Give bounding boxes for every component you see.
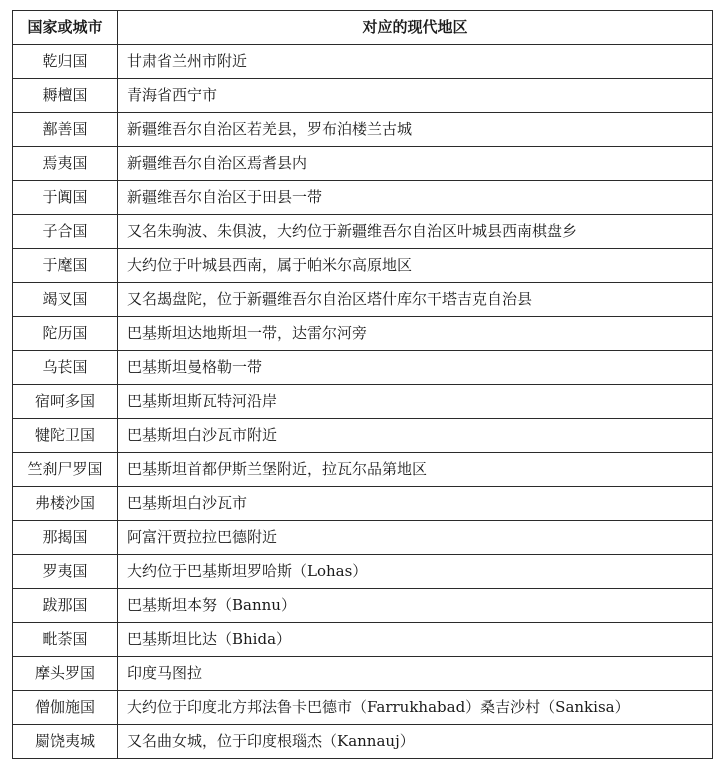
modern-region-cell: 甘肃省兰州市附近 [118,45,713,79]
table-row [13,79,713,113]
table-header [13,11,713,45]
header-row [13,11,713,45]
country-name-cell: 焉夷国 [13,147,118,181]
table-body [13,45,713,759]
country-name-cell: 宿呵多国 [13,385,118,419]
modern-region-cell: 又名朅盘陀，位于新疆维吾尔自治区塔什库尔干塔吉克自治县 [118,283,713,317]
country-name-cell: 陀历国 [13,317,118,351]
table-row [13,589,713,623]
modern-region-cell: 阿富汗贾拉拉巴德附近 [118,521,713,555]
country-name-cell: 犍陀卫国 [13,419,118,453]
table-row [13,249,713,283]
modern-region-cell: 大约位于巴基斯坦罗哈斯（Lohas） [118,555,713,589]
country-name-cell: 子合国 [13,215,118,249]
table-row [13,725,713,759]
modern-region-cell: 又名朱驹波、朱俱波，大约位于新疆维吾尔自治区叶城县西南棋盘乡 [118,215,713,249]
country-name-cell: 乾归国 [13,45,118,79]
country-name-cell: 竭叉国 [13,283,118,317]
modern-region-cell: 又名曲女城，位于印度根瑙杰（Kannauj） [118,725,713,759]
modern-region-cell: 大约位于印度北方邦法鲁卡巴德市（Farrukhabad）桑吉沙村（Sankisa） [118,691,713,725]
modern-region-cell: 巴基斯坦白沙瓦市附近 [118,419,713,453]
country-name-cell: 弗楼沙国 [13,487,118,521]
table-row [13,487,713,521]
modern-region-cell: 巴基斯坦曼格勒一带 [118,351,713,385]
modern-region-cell: 巴基斯坦达地斯坦一带，达雷尔河旁 [118,317,713,351]
country-name-cell: 耨檀国 [13,79,118,113]
table-row [13,147,713,181]
country-name-cell: 于阗国 [13,181,118,215]
country-name-cell: 那揭国 [13,521,118,555]
country-name-cell: 罽饶夷城 [13,725,118,759]
modern-region-cell: 大约位于叶城县西南，属于帕米尔高原地区 [118,249,713,283]
country-name-cell: 于麾国 [13,249,118,283]
modern-region-cell: 巴基斯坦首都伊斯兰堡附近，拉瓦尔品第地区 [118,453,713,487]
modern-region-cell: 青海省西宁市 [118,79,713,113]
country-name-cell: 罗夷国 [13,555,118,589]
country-name-cell: 毗荼国 [13,623,118,657]
country-name-cell: 跋那国 [13,589,118,623]
table-row [13,419,713,453]
modern-region-cell: 巴基斯坦白沙瓦市 [118,487,713,521]
country-name-cell: 鄯善国 [13,113,118,147]
regions-table [12,10,713,759]
table-row [13,351,713,385]
table-row [13,691,713,725]
table-row [13,113,713,147]
modern-region-cell: 新疆维吾尔自治区于田县一带 [118,181,713,215]
table-row [13,215,713,249]
country-name-cell: 竺刹尸罗国 [13,453,118,487]
table-row [13,623,713,657]
table-row [13,181,713,215]
modern-region-cell: 新疆维吾尔自治区若羌县，罗布泊楼兰古城 [118,113,713,147]
modern-region-cell: 巴基斯坦本努（Bannu） [118,589,713,623]
modern-region-cell: 新疆维吾尔自治区焉耆县内 [118,147,713,181]
table-row [13,283,713,317]
country-name-cell: 摩头罗国 [13,657,118,691]
country-name-cell: 乌苌国 [13,351,118,385]
table-row [13,555,713,589]
modern-region-cell: 巴基斯坦斯瓦特河沿岸 [118,385,713,419]
table-row [13,453,713,487]
table-row [13,45,713,79]
table-row [13,521,713,555]
modern-region-cell: 印度马图拉 [118,657,713,691]
modern-region-cell: 巴基斯坦比达（Bhida） [118,623,713,657]
header-country: 国家或城市 [13,11,118,45]
table-row [13,385,713,419]
table-row [13,657,713,691]
header-modern-region: 对应的现代地区 [118,11,713,45]
table-row [13,317,713,351]
country-name-cell: 僧伽施国 [13,691,118,725]
